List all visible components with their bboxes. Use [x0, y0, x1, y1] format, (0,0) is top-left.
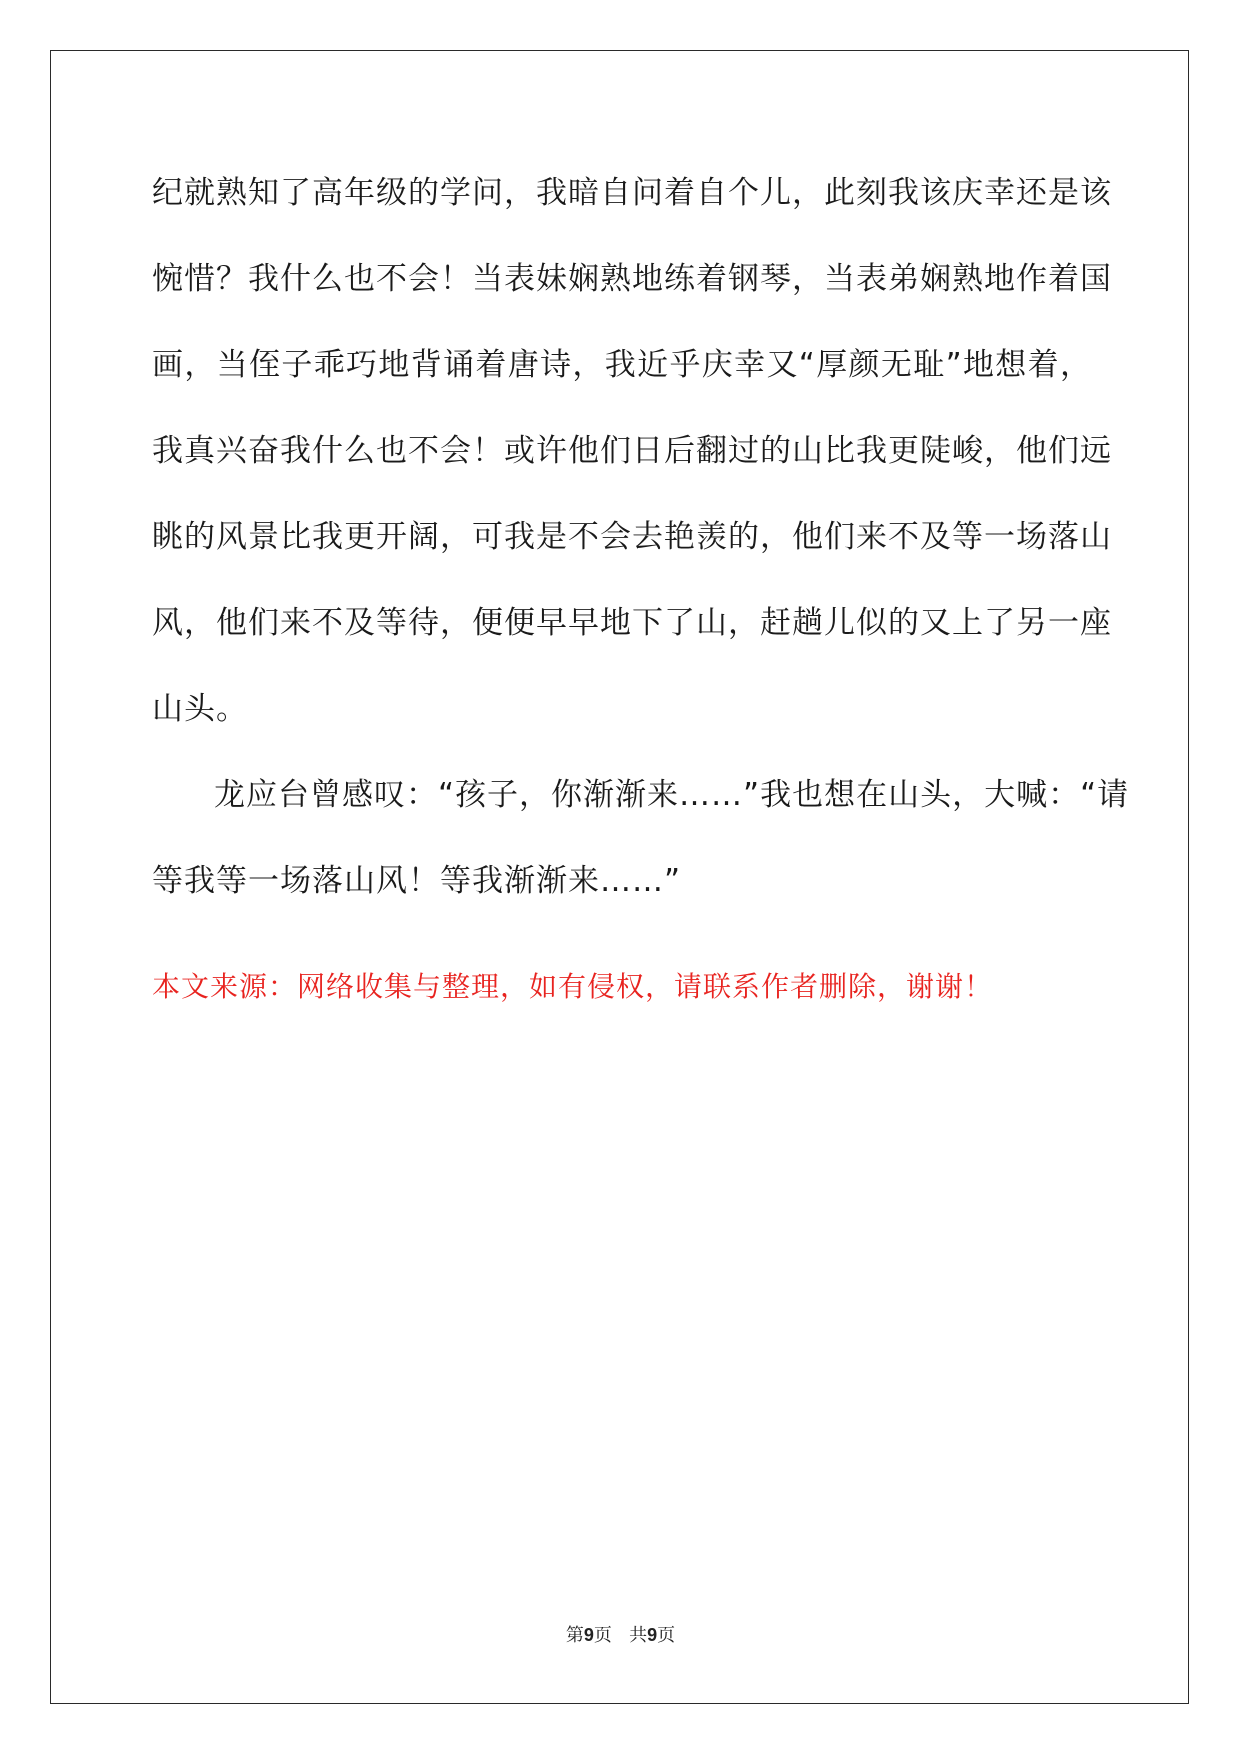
text-line: 山头。: [152, 691, 248, 727]
footer-total-suffix: 页: [657, 1625, 676, 1646]
text-line: 眺的风景比我更开阔，可我是不会去艳羡的，他们来不及等一场落山: [152, 519, 1112, 555]
footer-total-prefix: 共: [629, 1625, 648, 1646]
source-notice: 本文来源：网络收集与整理，如有侵权，请联系作者删除，谢谢！: [152, 970, 994, 1003]
text-line: 画，当侄子乖巧地背诵着唐诗，我近乎庆幸又“厚颜无耻”地想着，: [152, 347, 1092, 383]
text-line: 纪就熟知了高年级的学问，我暗自问着自个儿，此刻我该庆幸还是该: [152, 175, 1112, 211]
text-line: 惋惜？我什么也不会！当表妹娴熟地练着钢琴，当表弟娴熟地作着国: [152, 261, 1112, 297]
text-line: 我真兴奋我什么也不会！或许他们日后翻过的山比我更陡峻，他们远: [152, 433, 1112, 469]
current-page-number: 9: [583, 1625, 594, 1645]
footer-page-word: 页: [593, 1625, 612, 1646]
page-number-footer: [0, 1623, 1241, 1648]
paragraph-1: [152, 150, 1112, 752]
text-line: 龙应台曾感叹：“孩子，你渐渐来……”我也想在山头，大喊：“请: [214, 777, 1130, 813]
footer-prefix: 第: [565, 1625, 584, 1646]
text-line: 等我等一场落山风！等我渐渐来……”: [152, 863, 682, 899]
paragraph-2: [152, 752, 1130, 924]
total-page-number: 9: [647, 1625, 658, 1645]
text-line: 风，他们来不及等待，便便早早地下了山，赶趟儿似的又上了另一座: [152, 605, 1112, 641]
document-body: [152, 150, 1130, 924]
